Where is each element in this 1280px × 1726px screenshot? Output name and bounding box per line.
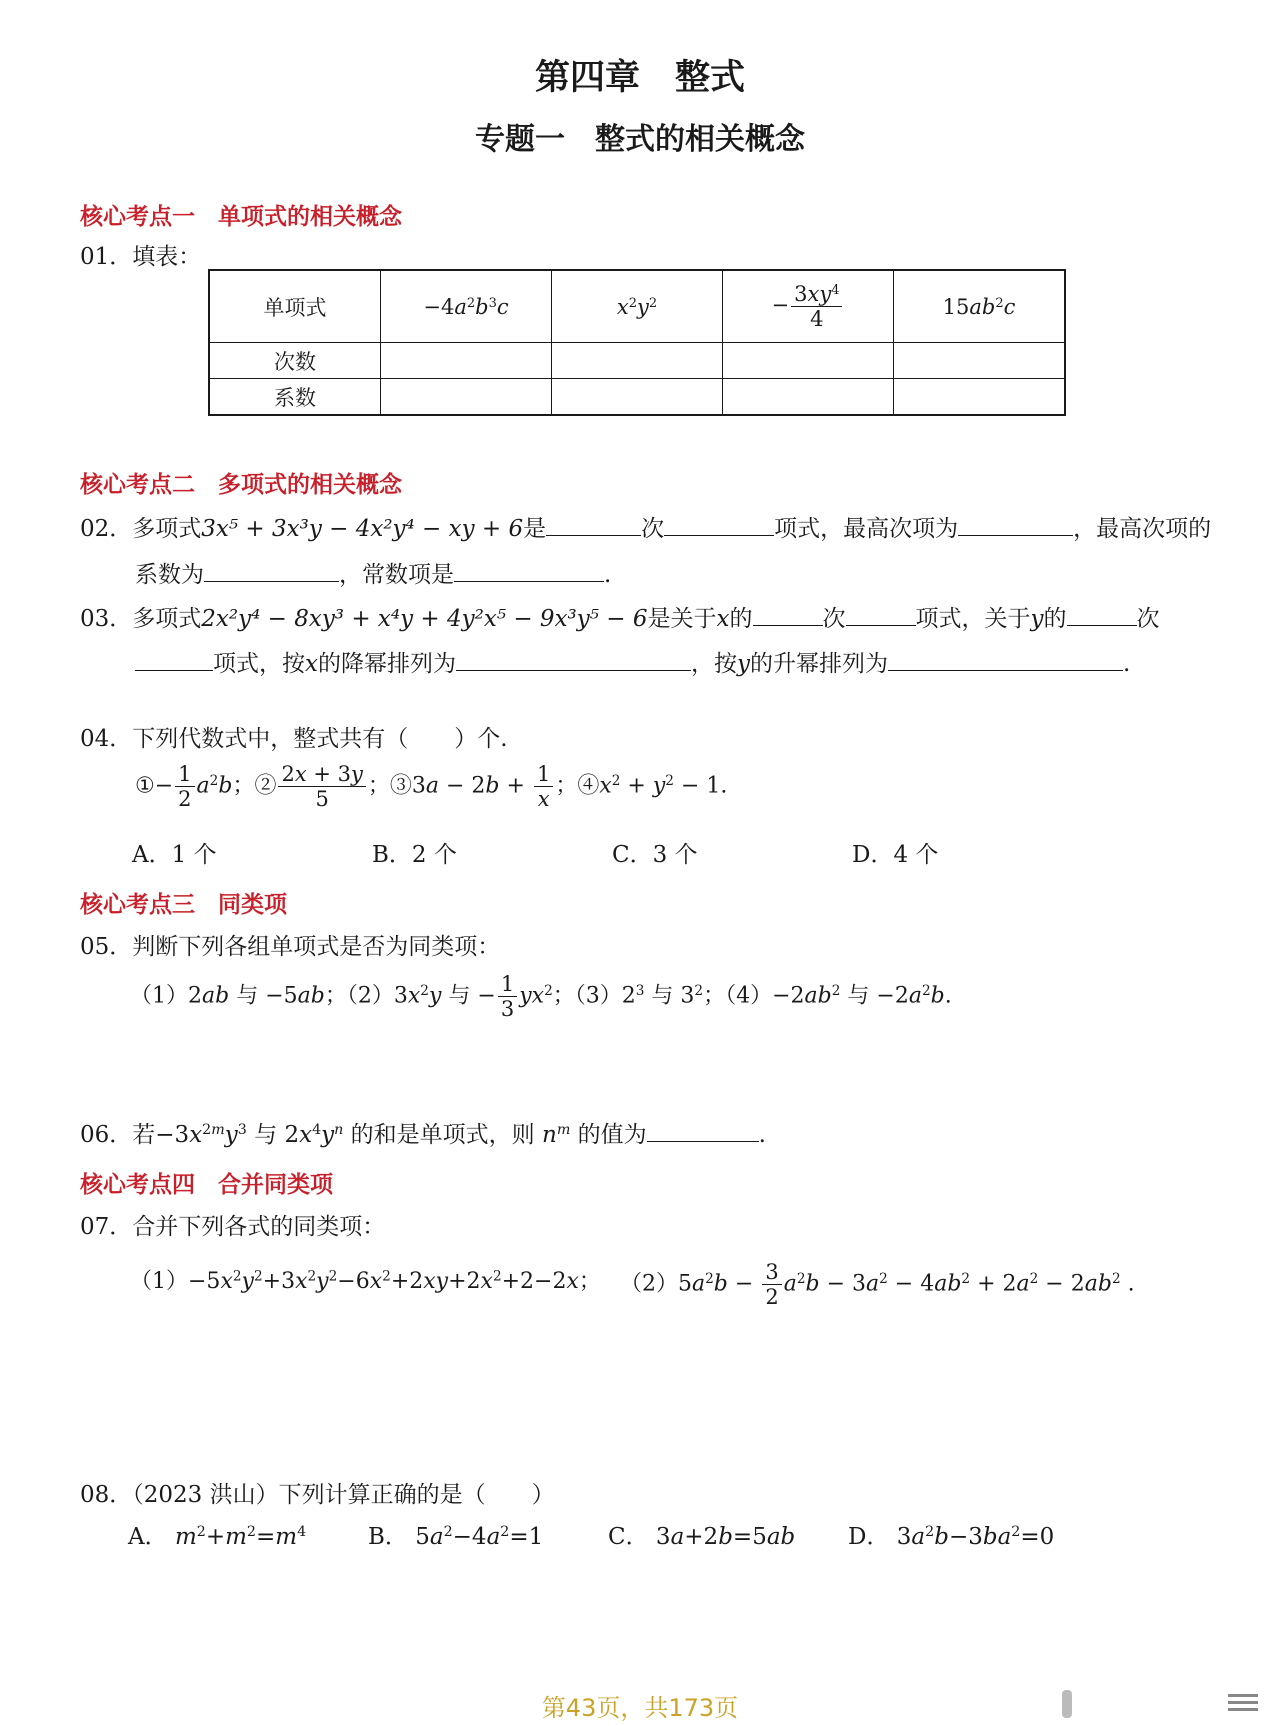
question-07-part-2: $(2)5a^2b$ − $\frac{3}{2}$ $a^2b - 3a^2 - 4ab^2 + 2a^2 - 2ab^2$ . (620, 1260, 1135, 1310)
section-heading-3: 核心考点三 同类项 (80, 892, 287, 918)
page-indicator: 第43页，共173页 (541, 1694, 739, 1722)
menu-icon[interactable] (1228, 1690, 1258, 1715)
section-heading-4: 核心考点四 合并同类项 (80, 1172, 333, 1198)
degree-input-2[interactable] (552, 343, 723, 379)
q04-option-c[interactable]: C．3 个 (612, 842, 698, 868)
monomial-cell-3: − $\frac{3xy^4}{4}$ (723, 270, 894, 343)
q03-blank-y-ascending[interactable] (888, 648, 1123, 671)
degree-input-3[interactable] (723, 343, 894, 379)
question-05-pairs: （1）2ab 与 −5ab；$(2)3x^2y$ 与 − $\frac{1}{3}$ $yx^2$；$(3)2^3$ 与 $3^2$；$(4)-2ab^2$ 与 $-2a^2b$. (130, 972, 952, 1022)
question-04-stem: 04．下列代数式中，整式共有（ ）个. (80, 726, 508, 752)
topic-title: 专题一 整式的相关概念 (475, 122, 805, 157)
q02-blank-highest-term[interactable] (958, 513, 1073, 536)
coefficient-input-3[interactable] (723, 379, 894, 416)
q08-option-d[interactable]: D． $3a^2b-3ba^2=0$ (848, 1524, 1055, 1550)
q02-blank-coefficient[interactable] (204, 559, 339, 582)
section-heading-1: 核心考点一 单项式的相关概念 (80, 204, 402, 230)
question-08-stem: 08．（2023 洪山）下列计算正确的是（ ） (80, 1482, 555, 1508)
degree-input-4[interactable] (894, 343, 1066, 379)
question-03-line-2: 项式，按x的降幂排列为 ，按y的升幂排列为 . (135, 645, 1130, 678)
q08-option-a[interactable]: A． $m^2+m^2=m^4$ (128, 1524, 307, 1550)
section-heading-2: 核心考点二 多项式的相关概念 (80, 472, 402, 498)
q06-blank-answer[interactable] (647, 1119, 759, 1142)
q02-blank-terms[interactable] (664, 513, 774, 536)
q03-blank-x-descending[interactable] (456, 648, 691, 671)
q04-option-a[interactable]: A．1 个 (132, 842, 217, 868)
monomial-cell-1: $-4a^2b^3c$ (381, 270, 552, 343)
question-04-expressions: ①− $\frac{1}{2}$ $a^2b$；② $\frac{2x + 3y}{5}$ ；③3a − 2b + $\frac{1}{x}$ ；$④x^2 + y^2 - 1$. (135, 762, 728, 812)
coefficient-input-1[interactable] (381, 379, 552, 416)
q03-blank-x-degree[interactable] (753, 603, 823, 626)
monomial-table (208, 269, 1066, 416)
question-02-line-1: 02．多项式3x⁵ + 3x³y − 4x²y⁴ − xy + 6是 次 项式，最高次项为 ，最高次项的 (80, 510, 1211, 543)
q03-blank-y-degree[interactable] (1067, 603, 1137, 626)
q08-option-b[interactable]: B． $5a^2-4a^2=1$ (368, 1524, 544, 1550)
question-06: 06．若$-3x^{2m}y^3$ 与 $2x^4y^n$ 的和是单项式，则 $n^m$ 的值为 . (80, 1116, 766, 1149)
row-header-coefficient: 系数 (209, 379, 381, 416)
q02-blank-constant[interactable] (454, 559, 604, 582)
coefficient-input-4[interactable] (894, 379, 1066, 416)
chapter-title: 第四章 整式 (534, 58, 745, 98)
coefficient-input-2[interactable] (552, 379, 723, 416)
monomial-cell-2: $x^2y^2$ (552, 270, 723, 343)
scroll-handle[interactable] (1062, 1690, 1072, 1718)
question-07-stem: 07．合并下列各式的同类项： (80, 1214, 386, 1240)
row-header-degree: 次数 (209, 343, 381, 379)
row-header-monomial: 单项式 (209, 270, 381, 343)
q03-blank-x-terms[interactable] (846, 603, 916, 626)
question-03-line-1: 03．多项式2x²y⁴ − 8xy³ + x⁴y + 4y²x⁵ − 9x³y⁵ − 6是关于x的 次 项式，关于y的 次 (80, 600, 1160, 633)
q04-option-b[interactable]: B．2 个 (372, 842, 457, 868)
question-05-stem: 05．判断下列各组单项式是否为同类项： (80, 934, 501, 960)
q03-blank-y-terms[interactable] (135, 648, 213, 671)
degree-input-1[interactable] (381, 343, 552, 379)
question-01-label: 01．填表： (80, 244, 202, 270)
question-07-part-1: $(1)-5x^2y^2+3x^2y^2-6x^2+2xy+2x^2+2-2x$； (130, 1268, 601, 1294)
q04-option-d[interactable]: D．4 个 (852, 842, 939, 868)
monomial-cell-4: $15ab^2c$ (894, 270, 1066, 343)
question-02-line-2: 系数为 ，常数项是 . (135, 556, 611, 589)
q02-blank-degree[interactable] (546, 513, 641, 536)
q08-option-c[interactable]: C． 3a+2b=5ab (608, 1524, 796, 1550)
